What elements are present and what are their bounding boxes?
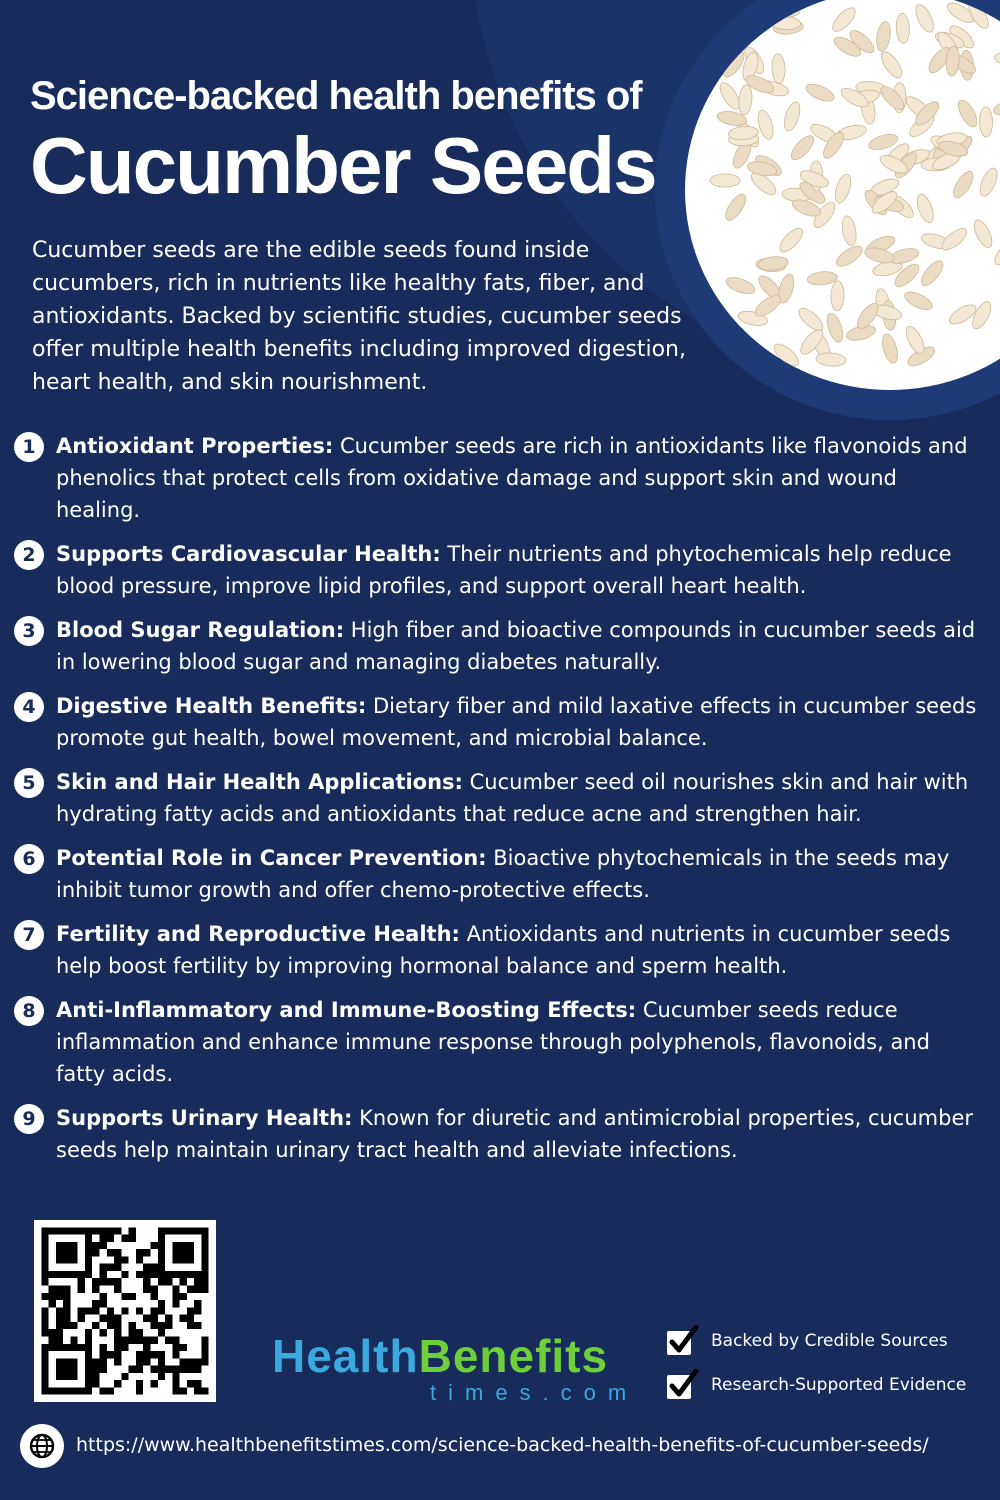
site-logo[interactable] (272, 1330, 639, 1405)
number-badge: 4 (14, 692, 44, 722)
benefit-title: Digestive Health Benefits: (56, 694, 367, 718)
benefit-title: Supports Cardiovascular Health: (56, 542, 441, 566)
qr-code-icon[interactable] (34, 1220, 216, 1402)
benefit-item (14, 842, 984, 906)
benefit-title: Anti-Inflammatory and Immune-Boosting Effects: (56, 998, 637, 1022)
benefit-item (14, 994, 984, 1090)
seeds-illustration (685, 0, 1000, 390)
trust-badge-label: Research-Supported Evidence (711, 1375, 967, 1395)
number-badge: 5 (14, 768, 44, 798)
logo-benefits: Benefits (418, 1330, 609, 1382)
benefit-title: Supports Urinary Health: (56, 1106, 353, 1130)
seeds-plate-image (685, 0, 1000, 390)
benefit-text: Bioactive phytochemicals in the seeds may inhibit tumor growth and offer chemo-protective effects. (56, 846, 950, 902)
benefit-item (14, 918, 984, 982)
intro-paragraph: Cucumber seeds are the edible seeds found inside cucumbers, rich in nutrients like healthy fats, fiber, and antioxidants. Backed by scientific studies, cucumber seeds offer multiple health benefits including improved digestion, heart health, and skin nourishment. (32, 238, 686, 395)
benefit-item (14, 430, 984, 526)
trust-badge (665, 1325, 985, 1369)
logo-subtitle: times.com (430, 1380, 639, 1405)
benefit-item (14, 614, 984, 678)
number-badge: 1 (14, 432, 44, 462)
qr-code-pattern (34, 1220, 216, 1402)
benefit-text: Their nutrients and phytochemicals help reduce blood pressure, improve lipid profiles, and support overall heart health. (56, 542, 952, 598)
benefit-title: Antioxidant Properties: (56, 434, 334, 458)
title-small: Science-backed health benefits of (30, 74, 642, 118)
benefit-title: Fertility and Reproductive Health: (56, 922, 460, 946)
benefit-title: Blood Sugar Regulation: (56, 618, 345, 642)
benefit-title: Skin and Hair Health Applications: (56, 770, 463, 794)
number-badge: 7 (14, 920, 44, 950)
number-badge: 6 (14, 844, 44, 874)
source-url-link[interactable]: https://www.healthbenefitstimes.com/science-backed-health-benefits-of-cucumber-seeds/ (76, 1434, 929, 1456)
globe-icon (20, 1424, 64, 1468)
benefit-text: Cucumber seed oil nourishes skin and hair with hydrating fatty acids and antioxidants that reduce acne and strengthen hair. (56, 770, 969, 826)
benefit-text: Dietary fiber and mild laxative effects in cucumber seeds promote gut health, bowel movement, and microbial balance. (56, 694, 977, 750)
benefit-text: Cucumber seeds are rich in antioxidants like flavonoids and phenolics that protect cells from oxidative damage and support skin and wound healing. (56, 434, 968, 522)
number-badge: 8 (14, 996, 44, 1026)
benefit-item (14, 766, 984, 830)
trust-badges (665, 1325, 985, 1413)
logo-health: Health (272, 1330, 419, 1382)
logo-wordmark (272, 1330, 608, 1382)
trust-badge (665, 1369, 985, 1413)
benefit-item (14, 690, 984, 754)
benefit-title: Potential Role in Cancer Prevention: (56, 846, 487, 870)
benefit-item (14, 538, 984, 602)
number-badge: 9 (14, 1104, 44, 1134)
number-badge: 2 (14, 540, 44, 570)
page-title: Cucumber Seeds (30, 121, 656, 210)
benefit-text: High fiber and bioactive compounds in cucumber seeds aid in lowering blood sugar and managing diabetes naturally. (56, 618, 976, 674)
benefit-text: Known for diuretic and antimicrobial properties, cucumber seeds help maintain urinary tract health and alleviate infections. (56, 1106, 974, 1162)
check-icon (665, 1369, 699, 1401)
trust-badge-label: Backed by Credible Sources (711, 1331, 948, 1351)
benefits-list (14, 430, 984, 1178)
check-icon (665, 1325, 699, 1357)
benefit-item (14, 1102, 984, 1166)
number-badge: 3 (14, 616, 44, 646)
benefit-text: Antioxidants and nutrients in cucumber seeds help boost fertility by improving hormonal balance and sperm health. (56, 922, 951, 978)
benefit-text: Cucumber seeds reduce inflammation and enhance immune response through polyphenols, flavonoids, and fatty acids. (56, 998, 930, 1086)
